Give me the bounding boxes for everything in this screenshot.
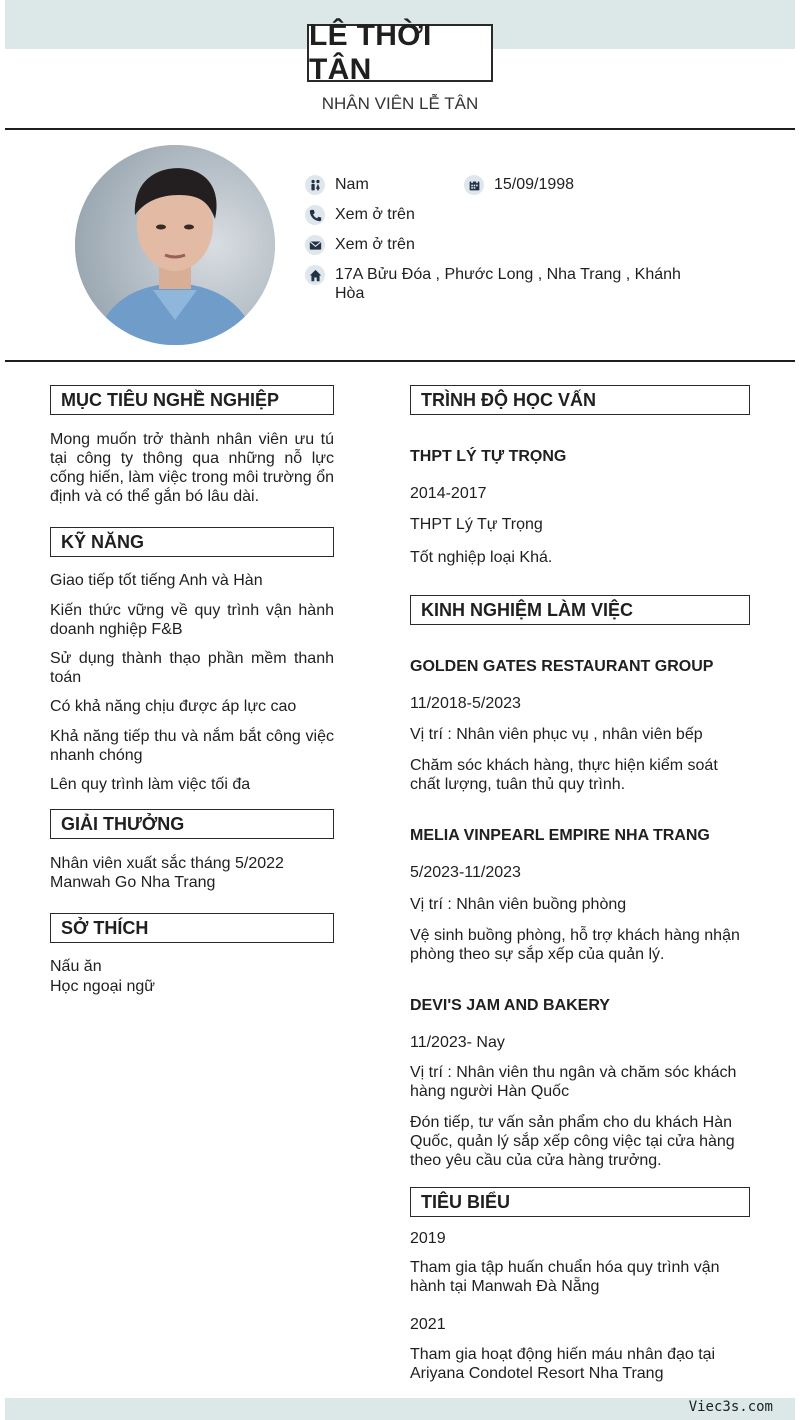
gender-row [305,175,369,195]
objective-heading: MỤC TIÊU NGHỀ NGHIỆP [50,385,334,415]
school-name: THPT LÝ TỰ TRỌNG [410,448,567,465]
address-value [335,265,681,303]
skill-item: Giao tiếp tốt tiếng Anh và Hàn [50,572,263,589]
profile-divider [5,360,795,362]
skill-item: Khả năng tiếp thu và nắm bắt công việc nhanh chóng [50,728,334,764]
job-role: Vị trí : Nhân viên thu ngân và chăm sóc khách hàng người Hàn Quốc [410,1064,737,1100]
birthdate-row [464,175,574,195]
job-description: Vệ sinh buồng phòng, hỗ trợ khách hàng nhận phòng theo sự sắp xếp của quản lý. [410,927,740,963]
award-line: Nhân viên xuất sắc tháng 5/2022 [50,855,284,872]
job-title: NHÂN VIÊN LỄ TÂN [321,94,479,113]
job-description: Chăm sóc khách hàng, thực hiện kiểm soát chất lượng, tuân thủ quy trình. [410,757,718,793]
footer-band [5,1398,795,1420]
address-row [305,265,685,303]
gender-value: Nam [335,176,369,193]
address-line-1: 17A Bửu Đóa , Phước Long , Nha Trang , Khánh [335,266,681,283]
phone-icon [305,205,325,225]
objective-text: Mong muốn trở thành nhân viên ưu tú tại công ty thông qua những nỗ lực cống hiến, làm việc trong môi trường ổn định và có thể gắn bó lâu dài. [50,431,334,505]
highlight-year: 2019 [410,1230,446,1247]
job-period: 11/2018-5/2023 [410,695,521,712]
skill-item: Kiến thức vững về quy trình vận hành doanh nghiệp F&B [50,602,334,638]
header-divider [5,128,795,130]
envelope-icon [305,235,325,255]
email-value: Xem ở trên [335,236,415,253]
job-company: GOLDEN GATES RESTAURANT GROUP [410,658,714,675]
education-period: 2014-2017 [410,485,487,502]
address-line-2: Hòa [335,285,365,302]
highlight-year: 2021 [410,1316,446,1333]
job-description: Đón tiếp, tư vấn sản phẩm cho du khách Hàn Quốc, quản lý sắp xếp công việc tại cửa hàng theo yêu cầu của cửa hàng trưởng. [410,1114,735,1169]
email-row [305,235,415,255]
skill-item: Có khả năng chịu được áp lực cao [50,698,297,715]
highlights-heading: TIÊU BIỂU [410,1187,750,1217]
award-line: Manwah Go Nha Trang [50,874,216,891]
job-period: 5/2023-11/2023 [410,864,521,881]
calendar-icon [464,175,484,195]
skills-heading: KỸ NĂNG [50,527,334,557]
education-result: Tốt nghiệp loại Khá. [410,549,553,566]
watermark: Viec3s.com [688,1399,773,1415]
gender-icon [305,175,325,195]
skill-item: Sử dụng thành thạo phần mềm thanh toán [50,650,334,686]
job-role: Vị trí : Nhân viên buồng phòng [410,896,627,913]
hobby-item: Nấu ăn [50,958,102,975]
experience-heading: KINH NGHIỆM LÀM VIỆC [410,595,750,625]
education-name: THPT Lý Tự Trọng [410,516,543,533]
job-company: DEVI'S JAM AND BAKERY [410,997,610,1014]
phone-row [305,205,415,225]
highlight-text: Tham gia hoạt động hiến máu nhân đạo tại Ariyana Condotel Resort Nha Trang [410,1346,716,1382]
education-heading: TRÌNH ĐỘ HỌC VẤN [410,385,750,415]
phone-value: Xem ở trên [335,206,415,223]
birthdate-value: 15/09/1998 [494,176,575,193]
candidate-name: LÊ THỜI TÂN [307,24,493,82]
home-icon [305,265,325,285]
hobbies-heading: SỞ THÍCH [50,913,334,943]
job-role: Vị trí : Nhân viên phục vụ , nhân viên bếp [410,726,703,743]
hobby-item: Học ngoại ngữ [50,978,155,995]
job-period: 11/2023- Nay [410,1034,505,1051]
job-company: MELIA VINPEARL EMPIRE NHA TRANG [410,827,710,844]
highlight-text: Tham gia tập huấn chuẩn hóa quy trình vận hành tại Manwah Đà Nẵng [410,1259,720,1295]
profile-photo [75,145,275,345]
skill-item: Lên quy trình làm việc tối đa [50,776,251,793]
awards-heading: GIẢI THƯỞNG [50,809,334,839]
